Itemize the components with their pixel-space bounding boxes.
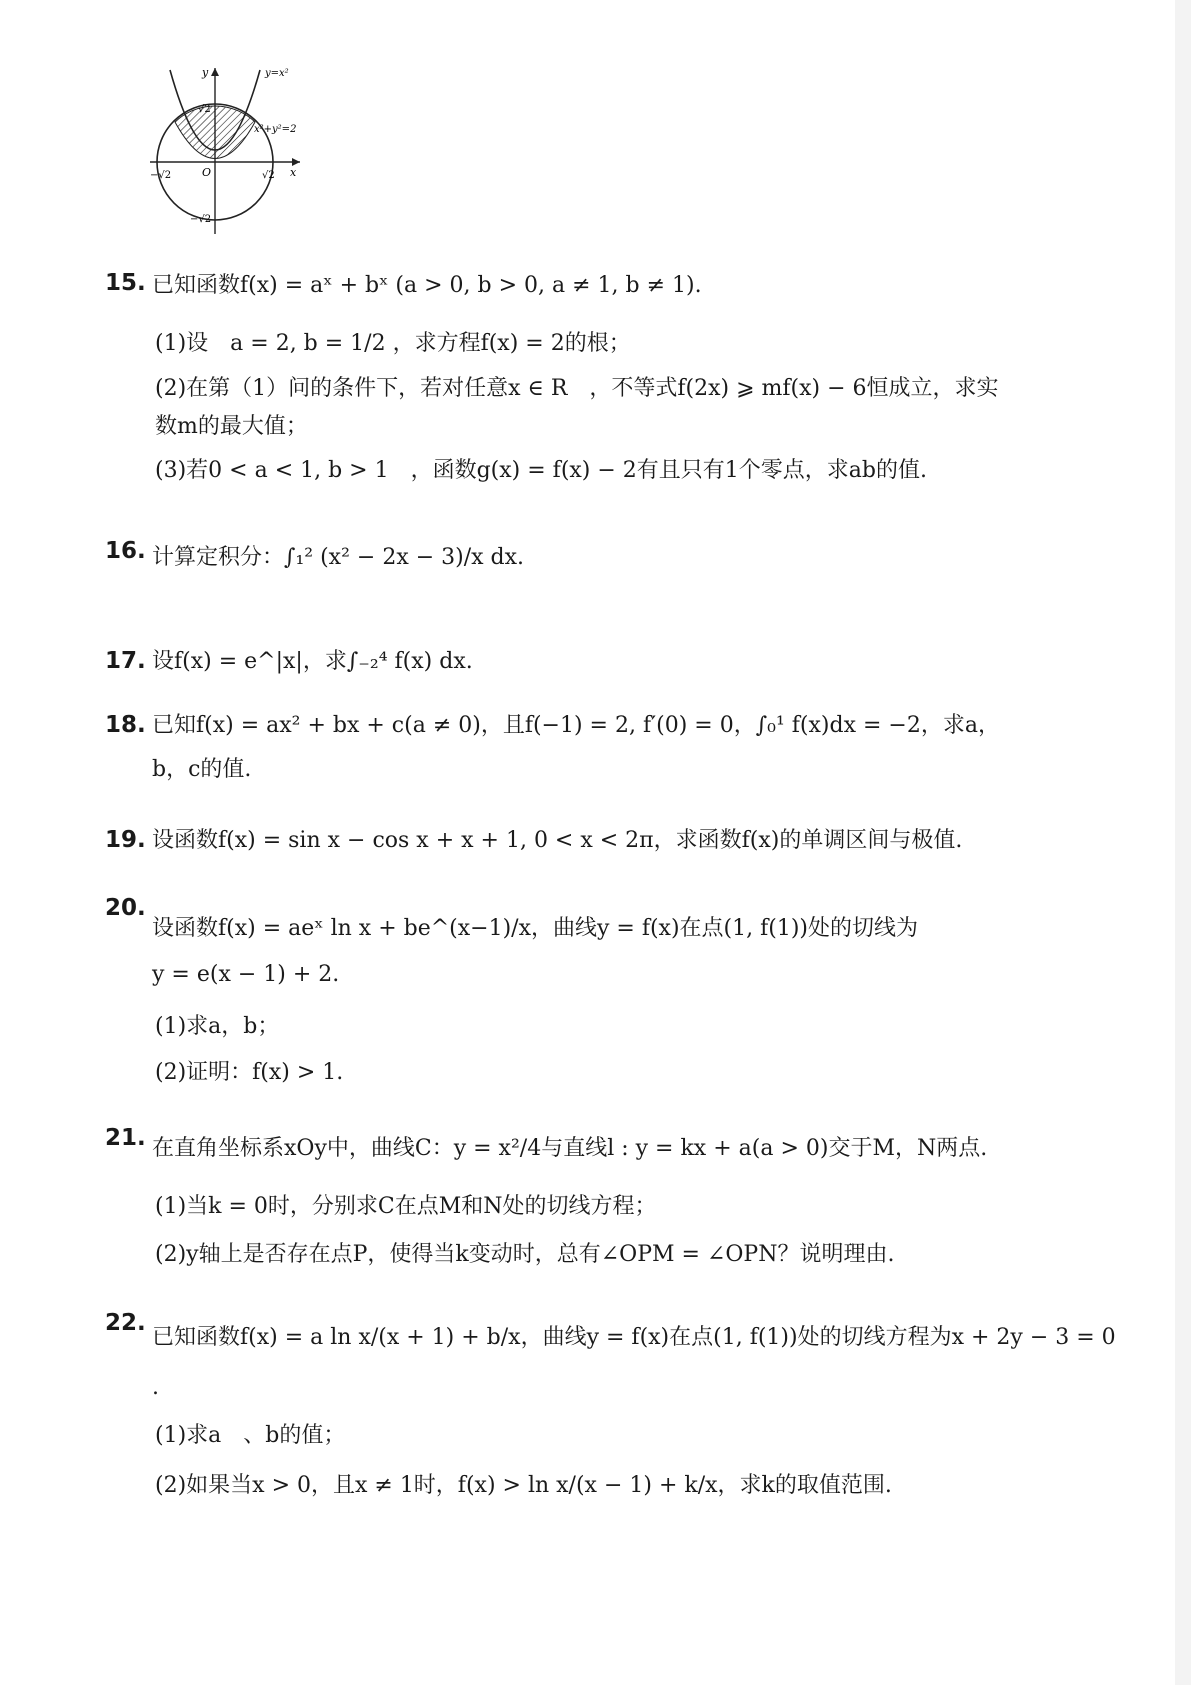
problem-line: 设f(x) = e^|x|，求∫₋₂⁴ f(x) dx. bbox=[152, 649, 473, 674]
problem-number: 19. bbox=[105, 827, 146, 853]
problem-line: 计算定积分：∫₁² (x² − 2x − 3)/x dx. bbox=[152, 545, 525, 570]
problem-line: (2)在第（1）问的条件下，若对任意x ∈ R ，不等式f(2x) ⩾ mf(x) − 6恒成立，求实 bbox=[155, 376, 999, 401]
problem-line: (2)如果当x > 0，且x ≠ 1时，f(x) > ln x/(x − 1) + k/x，求k的取值范围. bbox=[155, 1473, 892, 1498]
problem-line: y = e(x − 1) + 2. bbox=[152, 962, 340, 987]
y-axis-arrow bbox=[211, 68, 219, 76]
y-axis-label: y bbox=[202, 66, 209, 79]
tick-x-neg: −√2 bbox=[150, 170, 172, 181]
problem-line: 在直角坐标系xOy中，曲线C：y = x²/4与直线l : y = kx + a(a > 0)交于M，N两点. bbox=[152, 1136, 988, 1161]
problem-line: 数m的最大值； bbox=[155, 414, 308, 439]
tick-y-neg: −√2 bbox=[190, 214, 212, 225]
tick-y-top: √2 bbox=[198, 104, 211, 115]
problem-number: 17. bbox=[105, 648, 146, 674]
graph-figure bbox=[150, 62, 340, 247]
problem-number: 22. bbox=[105, 1310, 146, 1336]
parabola-label: y=x² bbox=[265, 68, 289, 79]
problem-line: (1)设 a = 2, b = 1/2 ，求方程f(x) = 2的根； bbox=[155, 331, 631, 356]
problem-number: 16. bbox=[105, 538, 146, 564]
x-axis-arrow bbox=[292, 158, 300, 166]
problem-line: 已知函数f(x) = aˣ + bˣ (a > 0, b > 0, a ≠ 1, b ≠ 1). bbox=[152, 273, 702, 298]
problem-line: . bbox=[152, 1375, 159, 1400]
problem-line: (1)求a，b； bbox=[155, 1014, 280, 1039]
x-axis-label: x bbox=[290, 166, 297, 179]
origin-label: O bbox=[202, 166, 212, 179]
problem-number: 20. bbox=[105, 895, 146, 921]
tick-x-pos: √2 bbox=[262, 170, 275, 181]
problem-line: 设函数f(x) = sin x − cos x + x + 1, 0 < x < 2π，求函数f(x)的单调区间与极值. bbox=[152, 828, 963, 853]
problem-line: (1)当k = 0时，分别求C在点M和N处的切线方程； bbox=[155, 1194, 657, 1219]
problem-number: 15. bbox=[105, 270, 146, 296]
problem-line: 设函数f(x) = aeˣ ln x + be^(x−1)/x，曲线y = f(x)在点(1, f(1))处的切线为 bbox=[152, 916, 918, 941]
problem-line: (3)若0 < a < 1, b > 1 ，函数g(x) = f(x) − 2有且只有1个零点，求ab的值. bbox=[155, 458, 927, 483]
problem-line: 已知函数f(x) = a ln x/(x + 1) + b/x，曲线y = f(x)在点(1, f(1))处的切线方程为x + 2y − 3 = 0 bbox=[152, 1325, 1116, 1350]
problem-line: 已知f(x) = ax² + bx + c(a ≠ 0)，且f(−1) = 2, f′(0) = 0，∫₀¹ f(x)dx = −2，求a， bbox=[152, 713, 1000, 738]
graph-svg bbox=[150, 62, 340, 247]
problem-line: b，c的值. bbox=[152, 757, 252, 782]
problem-number: 18. bbox=[105, 712, 146, 738]
problem-line: (1)求a 、b的值； bbox=[155, 1423, 346, 1448]
problem-line: (2)y轴上是否存在点P，使得当k变动时，总有∠OPM = ∠OPN？说明理由. bbox=[155, 1242, 895, 1267]
circle-label: x²+y²=2 bbox=[254, 124, 297, 135]
problem-number: 21. bbox=[105, 1125, 146, 1151]
page-edge bbox=[1175, 0, 1191, 1685]
problem-line: (2)证明：f(x) > 1. bbox=[155, 1060, 344, 1085]
